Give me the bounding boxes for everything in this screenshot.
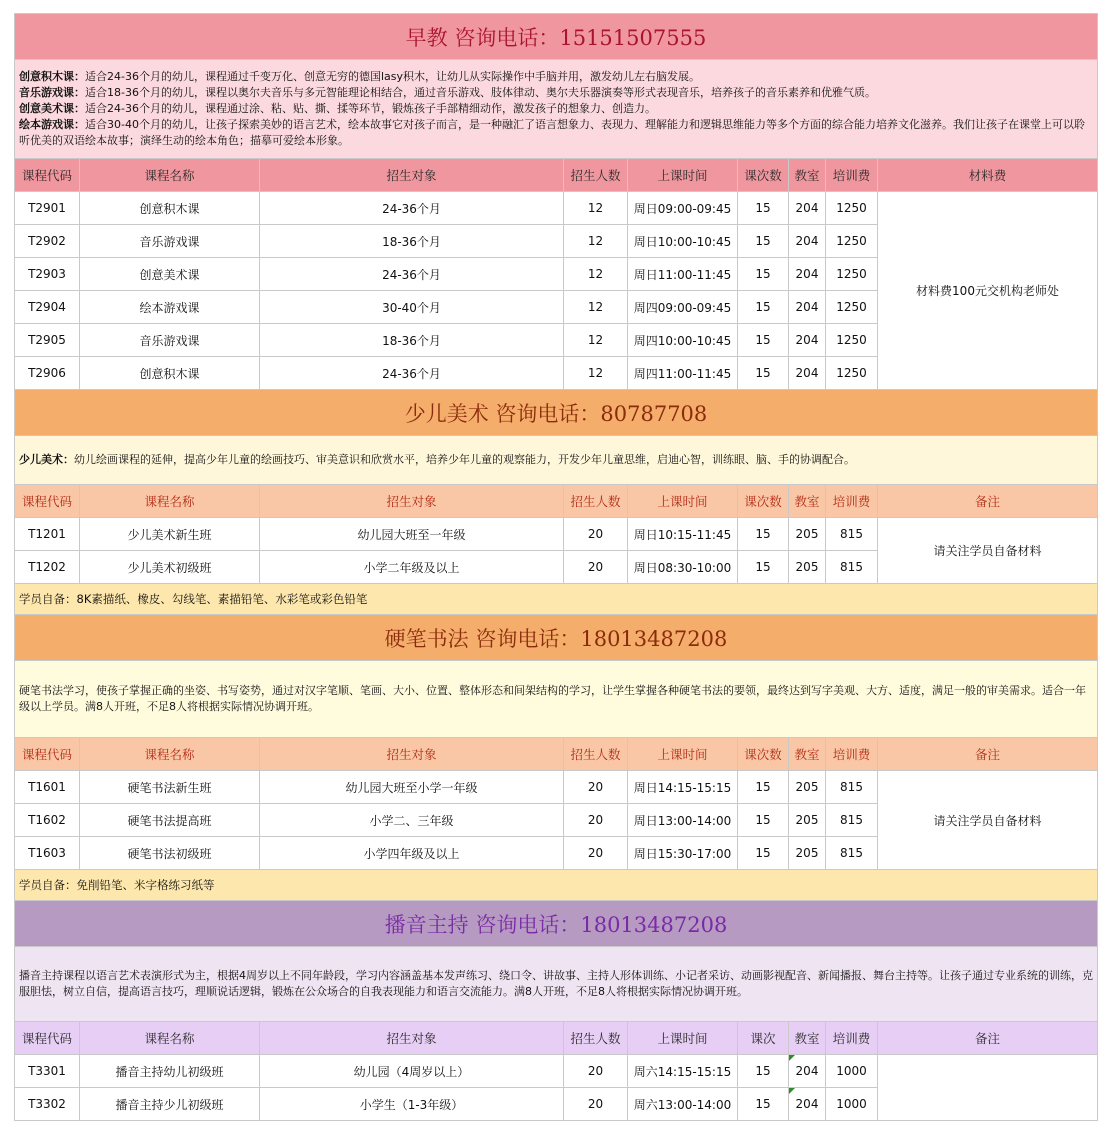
cell-course-name[interactable]: 硬笔书法提高班	[80, 804, 260, 837]
cell-course-code[interactable]: T2906	[15, 357, 80, 390]
cell-class-time[interactable]: 周日10:00-10:45	[628, 225, 738, 258]
table-header-row	[15, 1022, 1098, 1055]
cell-class-time[interactable]: 周日15:30-17:00	[628, 837, 738, 870]
cell-target[interactable]: 24-36个月	[260, 357, 564, 390]
description-text: 适合24-36个月的幼儿，课程通过千变万化、创意无穷的德国lasy积木，让幼儿从实际操作中手脑并用，激发幼儿左右脑发展。	[85, 70, 700, 83]
header-enrollment: 招生人数	[564, 485, 628, 518]
cell-target[interactable]: 30-40个月	[260, 291, 564, 324]
cell-class-time[interactable]: 周六14:15-15:15	[628, 1055, 738, 1088]
description-text: 适合18-36个月的幼儿，课程以奥尔夫音乐与多元智能理论相结合，通过音乐游戏、肢体律动、奥尔夫乐器演奏等形式表现音乐，培养孩子的音乐素养和优雅气质。	[85, 86, 876, 99]
header-course-name: 课程名称	[80, 159, 260, 192]
cell-fee[interactable]: 815	[826, 518, 878, 551]
cell-classroom[interactable]: 204	[789, 1055, 826, 1088]
section-title: 播音主持 咨询电话：18013487208	[15, 901, 1098, 947]
header-course-code: 课程代码	[15, 485, 80, 518]
header-target: 招生对象	[260, 738, 564, 771]
cell-remarks[interactable]	[878, 1055, 1098, 1121]
cell-course-code[interactable]: T2902	[15, 225, 80, 258]
cell-sessions[interactable]: 15	[738, 324, 789, 357]
table-row	[15, 192, 1098, 225]
section-children-art	[15, 390, 1098, 615]
header-fee: 培训费	[826, 485, 878, 518]
cell-sessions[interactable]: 15	[738, 804, 789, 837]
description-line	[19, 117, 1093, 149]
cell-course-code[interactable]: T1202	[15, 551, 80, 584]
table-row	[15, 518, 1098, 551]
cell-course-code[interactable]: T1601	[15, 771, 80, 804]
cell-classroom[interactable]: 204	[789, 225, 826, 258]
cell-fee[interactable]: 1250	[826, 324, 878, 357]
cell-sessions[interactable]: 15	[738, 357, 789, 390]
header-classroom: 教室	[789, 738, 826, 771]
header-target: 招生对象	[260, 159, 564, 192]
cell-sessions[interactable]: 15	[738, 291, 789, 324]
cell-classroom[interactable]: 204	[789, 1088, 826, 1121]
header-course-name: 课程名称	[80, 738, 260, 771]
header-remarks: 备注	[878, 738, 1098, 771]
cell-course-name[interactable]: 少儿美术新生班	[80, 518, 260, 551]
cell-target[interactable]: 幼儿园大班至一年级	[260, 518, 564, 551]
course-table	[14, 13, 1098, 1121]
section-title: 少儿美术 咨询电话：80787708	[15, 390, 1098, 436]
cell-enrollment[interactable]: 12	[564, 258, 628, 291]
cell-fee[interactable]: 1250	[826, 225, 878, 258]
cell-target[interactable]: 小学生（1-3年级）	[260, 1088, 564, 1121]
supplies-note: 学员自备：8K素描纸、橡皮、勾线笔、素描铅笔、水彩笔或彩色铅笔	[15, 584, 1098, 615]
section-calligraphy	[15, 615, 1098, 901]
cell-target[interactable]: 小学二年级及以上	[260, 551, 564, 584]
cell-classroom[interactable]: 204	[789, 258, 826, 291]
header-course-name: 课程名称	[80, 485, 260, 518]
cell-class-time[interactable]: 周四11:00-11:45	[628, 357, 738, 390]
header-sessions: 课次数	[738, 485, 789, 518]
header-sessions: 课次数	[738, 159, 789, 192]
cell-enrollment[interactable]: 20	[564, 771, 628, 804]
cell-class-time[interactable]: 周日13:00-14:00	[628, 804, 738, 837]
section-description	[15, 60, 1098, 159]
cell-fee[interactable]: 1000	[826, 1088, 878, 1121]
cell-course-name[interactable]: 音乐游戏课	[80, 324, 260, 357]
description-label: 少儿美术：	[19, 453, 74, 466]
header-sessions: 课次	[738, 1022, 789, 1055]
section-title: 早教 咨询电话：15151507555	[15, 14, 1098, 60]
cell-material-note[interactable]: 材料费100元交机构老师处	[878, 192, 1098, 390]
cell-target[interactable]: 小学四年级及以上	[260, 837, 564, 870]
description-text: 播音主持课程以语言艺术表演形式为主，根据4周岁以上不同年龄段，学习内容涵盖基本发声练习、绕口令、讲故事、主持人形体训练、小记者采访、动画影视配音、新闻播报、舞台主持等。让孩子通过专业系统的训练，克服胆怯，树立自信，提高语言技巧，理顺说话逻辑，锻炼在公众场合的自我表现能力和语言交流能力。满8人开班，不足8人将根据实际情况协调开班。	[19, 969, 1093, 998]
cell-course-code[interactable]: T1602	[15, 804, 80, 837]
table-row	[15, 1055, 1098, 1088]
cell-target[interactable]: 18-36个月	[260, 324, 564, 357]
cell-classroom[interactable]: 205	[789, 804, 826, 837]
cell-sessions[interactable]: 15	[738, 1088, 789, 1121]
description-line	[19, 85, 1093, 101]
description-line	[19, 69, 1093, 85]
cell-course-code[interactable]: T3301	[15, 1055, 80, 1088]
cell-class-time[interactable]: 周四09:00-09:45	[628, 291, 738, 324]
cell-fee[interactable]: 1250	[826, 357, 878, 390]
cell-course-code[interactable]: T3302	[15, 1088, 80, 1121]
cell-enrollment[interactable]: 20	[564, 1055, 628, 1088]
cell-enrollment[interactable]: 20	[564, 837, 628, 870]
cell-course-name[interactable]: 创意积木课	[80, 357, 260, 390]
header-fee: 培训费	[826, 159, 878, 192]
cell-class-time[interactable]: 周日11:00-11:45	[628, 258, 738, 291]
cell-course-name[interactable]: 绘本游戏课	[80, 291, 260, 324]
table-header-row	[15, 159, 1098, 192]
cell-enrollment[interactable]: 12	[564, 225, 628, 258]
header-target: 招生对象	[260, 485, 564, 518]
section-description	[15, 661, 1098, 738]
cell-sessions[interactable]: 15	[738, 551, 789, 584]
cell-target[interactable]: 幼儿园大班至小学一年级	[260, 771, 564, 804]
supplies-note: 学员自备：免削铅笔、米字格练习纸等	[15, 870, 1098, 901]
cell-course-name[interactable]: 少儿美术初级班	[80, 551, 260, 584]
header-remarks: 备注	[878, 485, 1098, 518]
cell-classroom[interactable]: 205	[789, 551, 826, 584]
spreadsheet	[14, 13, 1097, 1121]
cell-sessions[interactable]: 15	[738, 837, 789, 870]
section-early-education	[15, 14, 1098, 390]
cell-classroom[interactable]: 204	[789, 324, 826, 357]
header-classroom: 教室	[789, 485, 826, 518]
cell-course-code[interactable]: T2903	[15, 258, 80, 291]
cell-fee[interactable]: 1250	[826, 258, 878, 291]
cell-course-name[interactable]: 音乐游戏课	[80, 225, 260, 258]
cell-target[interactable]: 18-36个月	[260, 225, 564, 258]
cell-class-time[interactable]: 周日14:15-15:15	[628, 771, 738, 804]
header-remarks: 备注	[878, 1022, 1098, 1055]
cell-enrollment[interactable]: 12	[564, 357, 628, 390]
section-description	[15, 436, 1098, 485]
cell-fee[interactable]: 1000	[826, 1055, 878, 1088]
cell-enrollment[interactable]: 12	[564, 291, 628, 324]
cell-target[interactable]: 24-36个月	[260, 192, 564, 225]
header-course-code: 课程代码	[15, 159, 80, 192]
description-text: 适合30-40个月的幼儿，让孩子探索美妙的语言艺术，绘本故事它对孩子而言，是一种融汇了语言想象力、表现力、理解能力和逻辑思维能力等多个方面的综合能力培养文化滋养。我们让孩子在课堂上可以聆听优美的双语绘本故事；演绎生动的绘本角色；描摹可爱绘本形象。	[19, 118, 1085, 147]
cell-class-time[interactable]: 周日10:15-11:45	[628, 518, 738, 551]
section-broadcast-hosting	[15, 901, 1098, 1121]
cell-sessions[interactable]: 15	[738, 192, 789, 225]
cell-enrollment[interactable]: 20	[564, 551, 628, 584]
cell-sessions[interactable]: 15	[738, 225, 789, 258]
cell-enrollment[interactable]: 20	[564, 1088, 628, 1121]
section-description	[15, 947, 1098, 1022]
cell-class-time[interactable]: 周日08:30-10:00	[628, 551, 738, 584]
cell-remarks[interactable]: 请关注学员自备材料	[878, 518, 1098, 584]
cell-class-time[interactable]: 周四10:00-10:45	[628, 324, 738, 357]
cell-fee[interactable]: 815	[826, 551, 878, 584]
header-material-fee: 材料费	[878, 159, 1098, 192]
table-header-row	[15, 485, 1098, 518]
cell-course-name[interactable]: 播音主持少儿初级班	[80, 1088, 260, 1121]
cell-class-time[interactable]: 周日09:00-09:45	[628, 192, 738, 225]
description-line	[19, 101, 1093, 117]
description-label: 创意积木课：	[19, 70, 85, 83]
cell-enrollment[interactable]: 12	[564, 324, 628, 357]
header-course-name: 课程名称	[80, 1022, 260, 1055]
cell-class-time[interactable]: 周六13:00-14:00	[628, 1088, 738, 1121]
description-text: 幼儿绘画课程的延伸，提高少年儿童的绘画技巧、审美意识和欣赏水平，培养少年儿童的观察能力，开发少年儿童思维，启迪心智，训练眼、脑、手的协调配合。	[74, 453, 855, 466]
description-label: 绘本游戏课：	[19, 118, 85, 131]
description-label: 创意美术课：	[19, 102, 85, 115]
header-class-time: 上课时间	[628, 738, 738, 771]
cell-course-name[interactable]: 创意美术课	[80, 258, 260, 291]
cell-classroom[interactable]: 204	[789, 291, 826, 324]
cell-sessions[interactable]: 15	[738, 518, 789, 551]
cell-classroom[interactable]: 204	[789, 357, 826, 390]
header-enrollment: 招生人数	[564, 1022, 628, 1055]
cell-classroom[interactable]: 205	[789, 518, 826, 551]
cell-course-name[interactable]: 播音主持幼儿初级班	[80, 1055, 260, 1088]
header-target: 招生对象	[260, 1022, 564, 1055]
header-sessions: 课次数	[738, 738, 789, 771]
cell-sessions[interactable]: 15	[738, 1055, 789, 1088]
cell-course-name[interactable]: 创意积木课	[80, 192, 260, 225]
cell-fee[interactable]: 815	[826, 771, 878, 804]
cell-target[interactable]: 小学二、三年级	[260, 804, 564, 837]
cell-course-code[interactable]: T1201	[15, 518, 80, 551]
cell-classroom[interactable]: 204	[789, 192, 826, 225]
cell-target[interactable]: 幼儿园（4周岁以上）	[260, 1055, 564, 1088]
cell-course-name[interactable]: 硬笔书法初级班	[80, 837, 260, 870]
description-text: 适合24-36个月的幼儿，课程通过涂、粘、贴、撕、揉等环节，锻炼孩子手部精细动作，激发孩子的想象力、创造力。	[85, 102, 656, 115]
cell-fee[interactable]: 815	[826, 804, 878, 837]
header-course-code: 课程代码	[15, 738, 80, 771]
cell-sessions[interactable]: 15	[738, 771, 789, 804]
cell-classroom[interactable]: 205	[789, 771, 826, 804]
header-enrollment: 招生人数	[564, 159, 628, 192]
header-classroom: 教室	[789, 159, 826, 192]
cell-enrollment[interactable]: 20	[564, 518, 628, 551]
cell-enrollment[interactable]: 12	[564, 192, 628, 225]
cell-course-code[interactable]: T2905	[15, 324, 80, 357]
header-course-code: 课程代码	[15, 1022, 80, 1055]
cell-remarks[interactable]: 请关注学员自备材料	[878, 771, 1098, 870]
header-classroom: 教室	[789, 1022, 826, 1055]
header-class-time: 上课时间	[628, 485, 738, 518]
cell-classroom[interactable]: 205	[789, 837, 826, 870]
cell-enrollment[interactable]: 20	[564, 804, 628, 837]
cell-course-name[interactable]: 硬笔书法新生班	[80, 771, 260, 804]
header-fee: 培训费	[826, 738, 878, 771]
cell-fee[interactable]: 815	[826, 837, 878, 870]
cell-course-code[interactable]: T1603	[15, 837, 80, 870]
cell-target[interactable]: 24-36个月	[260, 258, 564, 291]
header-fee: 培训费	[826, 1022, 878, 1055]
header-enrollment: 招生人数	[564, 738, 628, 771]
section-title: 硬笔书法 咨询电话：18013487208	[15, 615, 1098, 661]
cell-sessions[interactable]: 15	[738, 258, 789, 291]
description-label: 音乐游戏课：	[19, 86, 85, 99]
table-header-row	[15, 738, 1098, 771]
cell-fee[interactable]: 1250	[826, 291, 878, 324]
table-row	[15, 771, 1098, 804]
description-text: 硬笔书法学习，使孩子掌握正确的坐姿、书写姿势，通过对汉字笔顺、笔画、大小、位置、整体形态和间架结构的学习，让学生掌握各种硬笔书法的要领，最终达到写字美观、大方、适度，满足一般的审美需求。适合一年级以上学员。满8人开班，不足8人将根据实际情况协调开班。	[19, 684, 1086, 713]
header-class-time: 上课时间	[628, 159, 738, 192]
cell-fee[interactable]: 1250	[826, 192, 878, 225]
cell-course-code[interactable]: T2904	[15, 291, 80, 324]
header-class-time: 上课时间	[628, 1022, 738, 1055]
cell-course-code[interactable]: T2901	[15, 192, 80, 225]
